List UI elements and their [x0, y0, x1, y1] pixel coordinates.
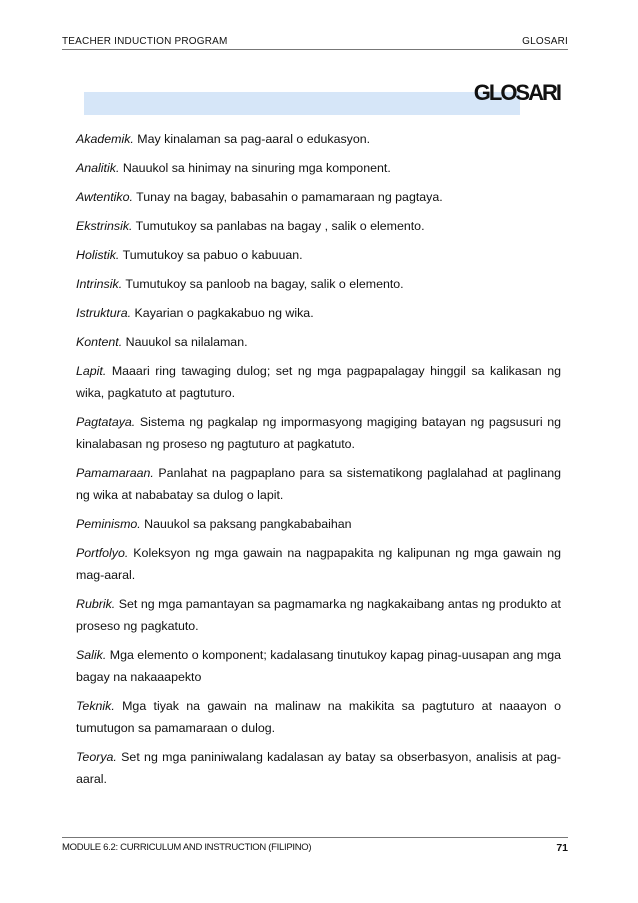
- glossary-entry: [76, 273, 561, 295]
- glossary-term: Portfolyo.: [76, 546, 129, 560]
- glossary-term: Rubrik.: [76, 597, 116, 611]
- glossary-entry: [76, 244, 561, 266]
- glossary-term: Lapit.: [76, 364, 107, 378]
- glossary-entry: [76, 542, 561, 586]
- glossary-definition: Panlahat na pagpaplano para sa sistematikong paglalahad at paglinang ng wika at nababatay sa dulog o lapit.: [76, 466, 561, 502]
- glossary-term: Akademik.: [76, 132, 134, 146]
- glossary-term: Awtentiko.: [76, 190, 133, 204]
- glossary-definition: Tumutukoy sa pabuo o kabuuan.: [119, 248, 303, 262]
- glossary-term: Intrinsik.: [76, 277, 123, 291]
- glossary-definition: Set ng mga paniniwalang kadalasan ay batay sa obserbasyon, analisis at pag-aaral.: [76, 750, 561, 786]
- glossary-list: [76, 128, 561, 797]
- glossary-definition: Nauukol sa nilalaman.: [122, 335, 248, 349]
- glossary-definition: Set ng mga pamantayan sa pagmamarka ng nagkakaibang antas ng produkto at proseso ng pagkatuto.: [76, 597, 561, 633]
- glossary-term: Peminismo.: [76, 517, 141, 531]
- glossary-definition: Nauukol sa hinimay na sinuring mga komponent.: [119, 161, 391, 175]
- glossary-term: Analitik.: [76, 161, 120, 175]
- glossary-term: Ekstrinsik.: [76, 219, 133, 233]
- glossary-entry: [76, 360, 561, 404]
- glossary-term: Pamamaraan.: [76, 466, 154, 480]
- glossary-definition: Kayarian o pagkakabuo ng wika.: [131, 306, 314, 320]
- glossary-definition: May kinalaman sa pag-aaral o edukasyon.: [133, 132, 371, 146]
- glossary-entry: [76, 746, 561, 790]
- glossary-term: Holistik.: [76, 248, 120, 262]
- glossary-entry: [76, 186, 561, 208]
- glossary-definition: Koleksyon ng mga gawain na nagpapakita ng kalipunan ng mga gawain ng mag-aaral.: [76, 546, 561, 582]
- glossary-entry: [76, 128, 561, 150]
- glossary-entry: [76, 462, 561, 506]
- glossary-entry: [76, 157, 561, 179]
- glossary-entry: [76, 644, 561, 688]
- glossary-term: Pagtataya.: [76, 415, 136, 429]
- page-header: [62, 36, 568, 50]
- page-footer: [62, 837, 568, 854]
- header-program: TEACHER INDUCTION PROGRAM: [62, 36, 228, 47]
- glossary-entry: [76, 513, 561, 535]
- footer-module: MODULE 6.2: CURRICULUM AND INSTRUCTION (FILIPINO): [62, 842, 312, 853]
- glossary-definition: Tunay na bagay, babasahin o pamamaraan ng pagtaya.: [132, 190, 443, 204]
- glossary-definition: Mga tiyak na gawain na malinaw na makikita sa pagtuturo at naaayon o tumutugon sa pamamaraan o dulog.: [76, 699, 561, 735]
- glossary-term: Istruktura.: [76, 306, 132, 320]
- glossary-term: Teorya.: [76, 750, 117, 764]
- glossary-entry: [76, 331, 561, 353]
- glossary-entry: [76, 411, 561, 455]
- glossary-entry: [76, 593, 561, 637]
- glossary-definition: Tumutukoy sa panlabas na bagay , salik o elemento.: [132, 219, 425, 233]
- glossary-entry: [76, 302, 561, 324]
- page-title: GLOSARI: [473, 80, 560, 105]
- page-number: 71: [556, 842, 568, 854]
- glossary-definition: Nauukol sa paksang pangkababaihan: [140, 517, 352, 531]
- glossary-term: Salik.: [76, 648, 107, 662]
- header-section: GLOSARI: [522, 36, 568, 47]
- title-band: [84, 92, 520, 115]
- glossary-entry: [76, 695, 561, 739]
- glossary-entry: [76, 215, 561, 237]
- glossary-definition: Maaari ring tawaging dulog; set ng mga pagpapalagay hinggil sa kalikasan ng wika, pagkatuto at pagtuturo.: [76, 364, 561, 400]
- glossary-term: Kontent.: [76, 335, 123, 349]
- glossary-definition: Sistema ng pagkalap ng impormasyong magiging batayan ng pagsusuri ng kinalabasan ng proseso ng pagtuturo at pagkatuto.: [76, 415, 561, 451]
- glossary-definition: Mga elemento o komponent; kadalasang tinutukoy kapag pinag-uusapan ang mga bagay na nakaaapekto: [76, 648, 561, 684]
- glossary-term: Teknik.: [76, 699, 115, 713]
- glossary-definition: Tumutukoy sa panloob na bagay, salik o elemento.: [122, 277, 404, 291]
